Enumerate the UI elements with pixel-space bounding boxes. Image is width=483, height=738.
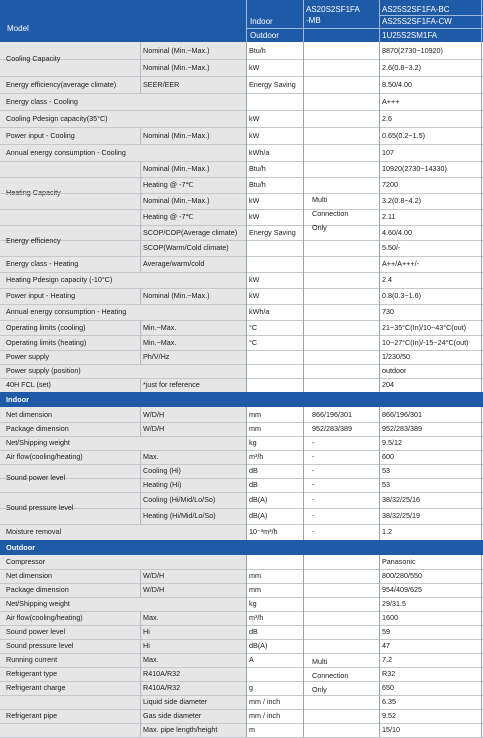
header-col1-line1: AS20S2SF1FA xyxy=(306,5,360,14)
row-unit: kW xyxy=(249,196,260,205)
row-divider xyxy=(0,59,483,60)
sublabel-divider xyxy=(140,193,141,209)
row-label: Refrigerant charge xyxy=(6,683,66,692)
row-label: Refrigerant type xyxy=(6,669,58,678)
row-divider xyxy=(0,422,483,423)
row-value-model2: Panasonic xyxy=(382,557,416,566)
row-label: Power input - Heating xyxy=(6,291,76,300)
row-sublabel: Cooling (Hi/Mid/Lo/So) xyxy=(143,495,216,504)
row-value-model2: 2.11 xyxy=(382,212,396,221)
header-col1-line2: -MB xyxy=(306,16,321,25)
row-divider xyxy=(0,161,483,162)
row-value-model2: 38/32/25/19 xyxy=(382,511,420,520)
row-value-model2: 1600 xyxy=(382,613,398,622)
section-outdoor-band xyxy=(0,540,483,555)
column-divider xyxy=(379,407,380,540)
row-value-model1: 952/283/389 xyxy=(312,424,352,433)
row-divider xyxy=(0,320,483,321)
row-value-model1: - xyxy=(312,466,315,475)
row-sublabel: Heating (Hi/Mid/Lo/So) xyxy=(143,511,216,520)
row-unit: dB(A) xyxy=(249,495,268,504)
column-divider xyxy=(303,42,304,392)
row-divider xyxy=(0,653,483,654)
row-unit: °C xyxy=(249,337,258,347)
row-value-model1: - xyxy=(312,495,315,504)
row-unit: dB(A) xyxy=(249,511,268,520)
row-sublabel: W/D/H xyxy=(143,424,165,433)
row-sublabel: Max. pipe length/height xyxy=(143,725,218,734)
header-outdoor-band xyxy=(247,29,483,42)
header-col2-line1: AS25S2SF1FA-BC xyxy=(382,5,450,14)
header-model: Model xyxy=(7,24,29,33)
row-value-model2: 7.2 xyxy=(382,655,392,664)
row-unit: kW xyxy=(249,275,260,284)
row-unit: kg xyxy=(249,438,257,447)
row-value-model1: - xyxy=(312,511,315,520)
sublabel-divider xyxy=(140,464,141,478)
sublabel-divider xyxy=(140,161,141,177)
row-divider xyxy=(0,681,483,682)
row-label: Sound power level xyxy=(6,627,66,636)
column-divider xyxy=(303,555,304,737)
row-label: Operating limits (cooling) xyxy=(6,322,86,332)
row-divider xyxy=(0,177,483,178)
row-value-model2: 38/32/25/16 xyxy=(382,495,420,504)
row-divider xyxy=(0,93,483,94)
row-unit: mm xyxy=(249,571,261,580)
row-value-model2: 2.4 xyxy=(382,275,392,284)
header-outdoor: Outdoor xyxy=(250,31,279,40)
row-divider xyxy=(0,436,483,437)
sublabel-divider xyxy=(140,76,141,93)
row-sublabel: Hi xyxy=(143,627,150,636)
row-value-model1: 866/196/301 xyxy=(312,409,352,419)
row-unit: dB(A) xyxy=(249,641,268,650)
sublabel-divider xyxy=(140,177,141,193)
row-divider xyxy=(0,127,483,128)
row-sublabel: Nominal (Min.~Max.) xyxy=(143,164,210,173)
row-unit: m³/h xyxy=(249,613,264,622)
row-label: Moisture removal xyxy=(6,527,62,536)
row-sublabel: Min.~Max. xyxy=(143,322,177,332)
sublabel-divider xyxy=(140,350,141,364)
row-sublabel: Nominal (Min.~Max.) xyxy=(143,291,210,300)
sublabel-divider xyxy=(140,225,141,240)
row-value-model2: 600 xyxy=(382,452,394,461)
sublabel-divider xyxy=(140,583,141,597)
row-divider xyxy=(0,695,483,696)
row-unit: kW xyxy=(249,113,260,123)
column-divider xyxy=(481,42,482,392)
row-unit: m³/h xyxy=(249,452,264,461)
row-sublabel: Liquid side diameter xyxy=(143,697,208,706)
sublabel-divider xyxy=(140,695,141,709)
sublabel-divider xyxy=(140,625,141,639)
sublabel-divider xyxy=(140,681,141,695)
row-value-model2: 15/10 xyxy=(382,725,400,734)
row-sublabel: SCOP/COP(Average climate) xyxy=(143,227,238,237)
spec-table xyxy=(0,42,483,734)
section-indoor-title: Indoor xyxy=(6,395,29,404)
multi-connection-bottom: Multi xyxy=(312,657,328,666)
row-label: Cooling Pdesign capacity(35°C) xyxy=(6,113,108,123)
row-sublabel: W/D/H xyxy=(143,571,165,580)
row-unit: Btu/h xyxy=(249,164,266,173)
sublabel-divider xyxy=(140,723,141,737)
row-label: Cooling Capacity xyxy=(6,54,61,63)
row-value-model2: 5.50/- xyxy=(382,243,401,252)
row-divider xyxy=(0,625,483,626)
row-unit: A xyxy=(249,655,254,664)
sublabel-divider xyxy=(140,653,141,667)
row-value-model2: 2.6 xyxy=(382,113,392,123)
row-label: Operating limits (heating) xyxy=(6,337,87,347)
row-sublabel: Nominal (Min.~Max.) xyxy=(143,62,210,72)
row-divider xyxy=(0,464,483,465)
sublabel-divider xyxy=(140,127,141,144)
row-label: Sound pressure level xyxy=(6,641,74,650)
row-divider xyxy=(0,193,483,194)
row-divider xyxy=(0,492,483,493)
row-sublabel: Max. xyxy=(143,655,159,664)
header-indoor: Indoor xyxy=(250,17,273,26)
row-value-model1: - xyxy=(312,438,315,447)
sublabel-divider xyxy=(140,709,141,723)
row-unit: mm xyxy=(249,585,261,594)
row-value-model2: 53 xyxy=(382,480,390,489)
sublabel-divider xyxy=(140,508,141,524)
row-value-model2: 730 xyxy=(382,307,394,316)
row-value-model2: 4.60/4.00 xyxy=(382,227,412,237)
row-unit: kWh/a xyxy=(249,147,270,157)
row-divider xyxy=(0,209,483,210)
multi-connection-top: Multi xyxy=(312,195,328,204)
sublabel-divider xyxy=(140,569,141,583)
row-divider xyxy=(0,144,483,145)
row-value-model2: 2.6(0.8~3.2) xyxy=(382,62,421,72)
row-sublabel: SCOP(Warm/Cold climate) xyxy=(143,243,229,252)
multi-connection-bottom: Connection xyxy=(312,671,349,680)
row-sublabel: Max. xyxy=(143,452,159,461)
row-value-model2: 53 xyxy=(382,466,390,475)
row-label: Package dimension xyxy=(6,585,69,594)
row-unit: mm xyxy=(249,409,261,419)
row-divider xyxy=(0,723,483,724)
section-outdoor-title: Outdoor xyxy=(6,543,36,552)
row-sublabel: W/D/H xyxy=(143,585,165,594)
row-value-model2: 8.50/4.00 xyxy=(382,79,412,89)
sublabel-divider xyxy=(140,492,141,508)
row-divider xyxy=(0,583,483,584)
row-unit: g xyxy=(249,683,253,692)
row-unit: kW xyxy=(249,62,260,72)
sublabel-divider xyxy=(140,378,141,392)
row-label: Air flow(cooling/heating) xyxy=(6,452,83,461)
row-sublabel: Nominal (Min.~Max.) xyxy=(143,45,210,55)
row-value-model2: 8870(2730~10920) xyxy=(382,45,443,55)
multi-connection-top: Only xyxy=(312,223,327,232)
row-sublabel: R410A/R32 xyxy=(143,669,181,678)
column-divider xyxy=(379,555,380,737)
row-sublabel: Ph/V/Hz xyxy=(143,352,170,361)
sublabel-divider xyxy=(140,256,141,272)
row-unit: Energy Saving xyxy=(249,79,296,89)
row-unit: mm xyxy=(249,424,261,433)
sublabel-divider xyxy=(140,59,141,76)
row-divider xyxy=(0,364,483,365)
column-divider xyxy=(246,407,247,540)
row-label: Net/Shipping weight xyxy=(6,599,70,608)
row-unit: 10⁻³m³/h xyxy=(249,527,278,536)
row-label: Refrigerant pipe xyxy=(6,711,58,720)
row-unit: kW xyxy=(249,291,260,300)
row-unit: Btu/h xyxy=(249,180,266,189)
sublabel-divider xyxy=(140,335,141,350)
row-value-model2: 29/31.5 xyxy=(382,599,406,608)
row-value-model2: 9.5/12 xyxy=(382,438,402,447)
row-value-model2: A++/A+++/- xyxy=(382,259,419,268)
sublabel-divider xyxy=(140,240,141,256)
row-sublabel: Min.~Max. xyxy=(143,337,177,347)
row-value-model2: 47 xyxy=(382,641,390,650)
row-sublabel: Hi xyxy=(143,641,150,650)
row-divider xyxy=(0,225,483,226)
column-divider xyxy=(481,407,482,540)
row-label: Air flow(cooling/heating) xyxy=(6,613,83,622)
row-divider xyxy=(0,597,483,598)
row-label: Energy class - Cooling xyxy=(6,96,78,106)
row-divider xyxy=(0,709,483,710)
row-divider xyxy=(0,76,483,77)
row-unit: m xyxy=(249,725,255,734)
row-unit: kW xyxy=(249,130,260,140)
sublabel-divider xyxy=(140,611,141,625)
row-value-model1: - xyxy=(312,527,315,536)
row-sublabel: *just for reference xyxy=(143,380,200,389)
row-value-model1: - xyxy=(312,480,315,489)
row-label: Package dimension xyxy=(6,424,69,433)
multi-connection-bottom: Only xyxy=(312,685,327,694)
row-sublabel: Heating (Hi) xyxy=(143,480,182,489)
row-value-model2: 10920(2730~14330) xyxy=(382,164,447,173)
sublabel-divider xyxy=(140,407,141,422)
row-value-model2: 650 xyxy=(382,683,394,692)
row-unit: °C xyxy=(249,322,258,332)
row-value-model2: outdoor xyxy=(382,366,407,375)
row-value-model2: 7200 xyxy=(382,180,398,189)
column-divider xyxy=(303,407,304,540)
row-value-model2: 952/283/389 xyxy=(382,424,422,433)
row-value-model2: 0.65(0.2~1.5) xyxy=(382,130,425,140)
row-divider xyxy=(0,639,483,640)
row-unit: mm / inch xyxy=(249,711,281,720)
row-divider xyxy=(0,450,483,451)
row-unit: Energy Saving xyxy=(249,227,296,237)
row-value-model2: 204 xyxy=(382,380,394,389)
column-divider xyxy=(246,555,247,737)
row-value-model2: 1.2 xyxy=(382,527,392,536)
row-label: Sound pressure level xyxy=(6,503,74,512)
row-value-model1: - xyxy=(312,452,315,461)
row-divider xyxy=(0,378,483,379)
row-value-model2: 800/280/550 xyxy=(382,571,422,580)
row-label: Power supply (position) xyxy=(6,366,81,375)
row-sublabel: Heating @ -7℃ xyxy=(143,180,194,189)
row-sublabel: W/D/H xyxy=(143,409,165,419)
row-label: Compressor xyxy=(6,557,46,566)
row-sublabel: Average/warm/cold xyxy=(143,259,205,268)
row-divider xyxy=(0,256,483,257)
row-label: Sound power level xyxy=(6,473,66,482)
sublabel-divider xyxy=(140,450,141,464)
row-value-model2: 954/409/625 xyxy=(382,585,422,594)
row-sublabel: SEER/EER xyxy=(143,79,180,89)
row-unit: kW xyxy=(249,212,260,221)
sublabel-divider xyxy=(140,42,141,59)
section-indoor-band xyxy=(0,392,483,407)
row-value-model2: 3.2(0.8~4.2) xyxy=(382,196,421,205)
row-unit: Btu/h xyxy=(249,45,266,55)
column-divider xyxy=(379,42,380,392)
row-value-model2: R32 xyxy=(382,669,396,678)
sublabel-divider xyxy=(140,667,141,681)
row-divider xyxy=(0,335,483,336)
row-label: Net dimension xyxy=(6,409,52,419)
row-unit: dB xyxy=(249,480,258,489)
row-sublabel: Max. xyxy=(143,613,159,622)
sublabel-divider xyxy=(140,209,141,225)
row-value-model2: 1/230/50 xyxy=(382,352,410,361)
multi-connection-top: Connection xyxy=(312,209,349,218)
row-divider xyxy=(0,240,483,241)
row-unit: kg xyxy=(249,599,257,608)
row-divider xyxy=(0,272,483,273)
row-sublabel: R410A/R32 xyxy=(143,683,181,692)
row-divider xyxy=(0,304,483,305)
row-label: Annual energy consumption - Cooling xyxy=(6,147,126,157)
row-unit: mm / inch xyxy=(249,697,281,706)
row-divider xyxy=(0,478,483,479)
row-value-model2: 6.35 xyxy=(382,697,396,706)
sublabel-divider xyxy=(140,320,141,335)
row-label: Power supply xyxy=(6,352,50,361)
row-value-model2: 0.8(0.3~1.6) xyxy=(382,291,421,300)
row-value-model2: 21~35°C(In)/10~43°C(out) xyxy=(382,322,467,332)
row-divider xyxy=(0,569,483,570)
sublabel-divider xyxy=(140,288,141,304)
row-divider xyxy=(0,667,483,668)
row-value-model2: 866/196/301 xyxy=(382,409,422,419)
column-divider xyxy=(481,555,482,737)
row-label: Energy efficiency(average climate) xyxy=(6,79,117,89)
header-col2-line2: AS25S2SF1FA-CW xyxy=(382,17,452,26)
row-value-model2: A+++ xyxy=(382,96,400,106)
row-label: 40H FCL (set) xyxy=(6,380,51,389)
row-label: Power input - Cooling xyxy=(6,130,75,140)
row-label: Annual energy consumption - Heating xyxy=(6,307,127,316)
row-sublabel: Gas side diameter xyxy=(143,711,202,720)
row-label: Running current xyxy=(6,655,58,664)
row-sublabel: Nominal (Min.~Max.) xyxy=(143,196,210,205)
row-unit: kWh/a xyxy=(249,307,270,316)
header-col2-outdoor: 1U25S2SM1FA xyxy=(382,31,438,40)
row-sublabel: Nominal (Min.~Max.) xyxy=(143,130,210,140)
row-sublabel: Cooling (Hi) xyxy=(143,466,181,475)
row-value-model2: 10~27°C(In)/-15~24°C(out) xyxy=(382,337,469,347)
row-value-model2: 9.52 xyxy=(382,711,396,720)
row-label: Net/Shipping weight xyxy=(6,438,70,447)
row-label: Heating Pdesign capacity (-10°C) xyxy=(6,275,113,284)
row-unit: dB xyxy=(249,466,258,475)
row-unit: dB xyxy=(249,627,258,636)
row-divider xyxy=(0,611,483,612)
row-divider xyxy=(0,524,483,525)
row-value-model2: 59 xyxy=(382,627,390,636)
sublabel-divider xyxy=(140,639,141,653)
column-divider xyxy=(246,42,247,392)
row-divider xyxy=(0,350,483,351)
row-value-model2: 107 xyxy=(382,147,394,157)
row-label: Energy class - Heating xyxy=(6,259,79,268)
sublabel-divider xyxy=(140,422,141,436)
row-label: Net dimension xyxy=(6,571,52,580)
row-divider xyxy=(0,288,483,289)
sublabel-divider xyxy=(140,478,141,492)
row-label: Energy efficiency xyxy=(6,235,61,245)
row-divider xyxy=(0,110,483,111)
row-sublabel: Heating @ -7℃ xyxy=(143,212,194,221)
